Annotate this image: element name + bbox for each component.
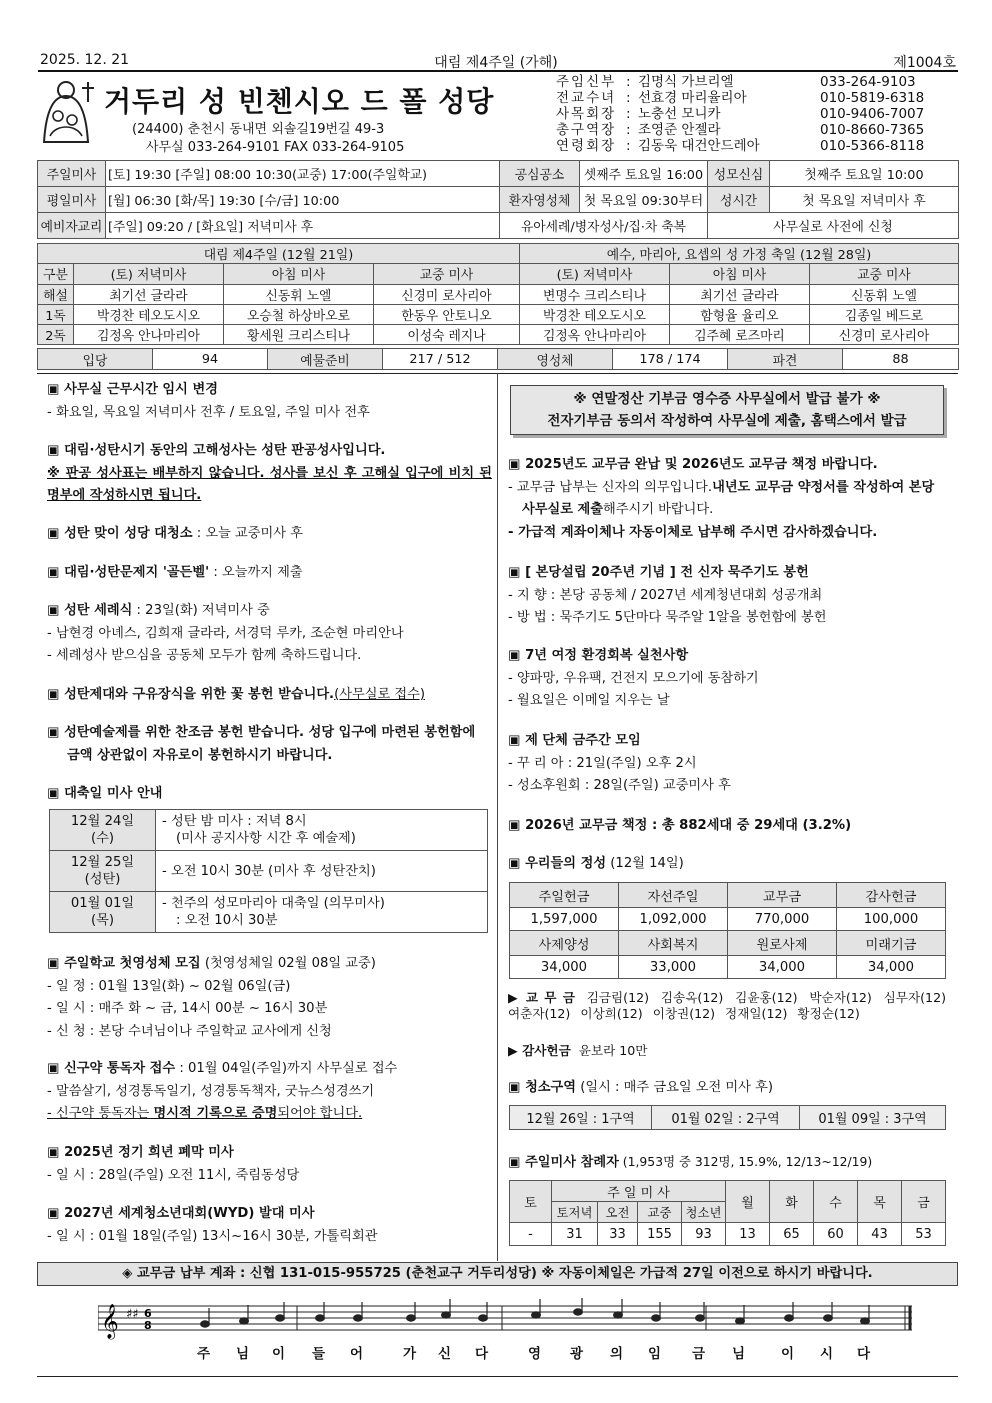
notice-confession [47,440,492,508]
table-cell: 한동우 안토니오 [374,304,520,324]
notice-cleaning-zones [508,1077,948,1100]
table-cell: 01월 02일 : 2구역 [652,1106,800,1130]
notice-line: 전자기부금 동의서 작성하여 사무실에 제출, 홈택스에서 발급 [547,413,907,429]
notice-flowers [47,684,492,707]
column-header: 미래기금 [837,931,946,956]
column-header: 사회복지 [619,931,728,956]
music-note-icon [276,1315,285,1321]
staff-role: 전교수녀 [556,90,617,106]
stat-label: 예물준비 [268,349,383,370]
column-header: 금 [902,1181,946,1223]
column-header: 토저녁 [552,1202,598,1223]
notice-title: ▣ 신구약 통독자 접수 : 01월 04일(주일)까지 사무실로 접수 [47,1061,398,1076]
notice-line: - 말씀살기, 성경통독일기, 성경통독책자, 굿뉴스성경쓰기 [47,1083,375,1099]
music-note-icon [201,1321,210,1327]
column-header: 월 [726,1181,770,1223]
notice-title: ▣ 성탄제대와 구유장식을 위한 꽃 봉헌 받습니다.(사무실로 접수) [47,687,425,702]
table-cell: 33,000 [619,956,728,979]
church-logo-icon [36,76,98,146]
schedule-label: 예비자교리 [38,213,106,239]
table-row [510,908,946,931]
stats-table [37,348,959,370]
table-cell: 53 [902,1223,946,1246]
notice-golden-bell [47,562,492,585]
table-cell: 100,000 [837,908,946,931]
staff-list [556,74,924,154]
table-row [50,851,488,892]
stat-value: 178 / 174 [613,349,728,370]
schedule-row [38,187,959,213]
column-header: 아침 미사 [224,264,374,284]
row-label: 1독 [38,304,74,324]
table-cell: 34,000 [837,956,946,979]
table-cell: 오승철 하상바오로 [224,304,374,324]
lyric-syllable: 광 [570,1346,584,1362]
liturgy-roles-table [37,243,959,345]
notice-art-festival [47,722,492,767]
liturgical-week: 대림 제4주일 (가해) [434,55,558,71]
table-cell: 변명수 크리스티나 [520,284,670,304]
lyric-syllable: 임 [648,1346,662,1362]
schedule-value: 첫 목요일 저녁미사 후 [770,187,959,213]
table-cell: 01월 09일 : 3구역 [800,1106,946,1130]
staff-row: 사목회장 : 노충선 모니카 010-9406-7007 [556,106,925,122]
table-cell: 김주혜 로즈마리 [670,325,810,345]
notice-title: ▣ 사무실 근무시간 임시 변경 [47,382,218,397]
staff-phone: 010-8660-7365 [820,122,925,138]
table-cell: 34,000 [728,956,837,979]
tax-receipt-notice-box [510,385,944,435]
notice-title: ▣ 2025년 정기 희년 폐막 미사 [47,1145,234,1160]
issue-date: 2025. 12. 21 [40,52,130,68]
notice-title: ▣ 대림·성탄시기 동안의 고해성사는 성탄 판공성사입니다. [47,443,386,458]
staff-phone: 010-5366-8118 [820,138,925,154]
church-name: 거두리 성 빈첸시오 드 폴 성당 [104,85,495,118]
staff-phone: 010-9406-7007 [820,106,925,122]
schedule-label: 주일미사 [38,161,106,187]
notice-line: - 지 향 : 본당 공동체 / 2027년 세계청년대회 성공개최 [508,587,823,603]
notice-title: ▣ 제 단체 금주간 모임 [508,733,641,748]
notice-wyd-mass [47,1203,492,1248]
lyric-syllable: 다 [475,1346,489,1362]
table-cell: 김정옥 안나마리아 [520,325,670,345]
offerings-table [509,882,946,979]
stat-value: 94 [153,349,268,370]
stat-value: 217 / 512 [383,349,498,370]
stats-row [38,349,959,370]
notice-first-communion [47,953,492,1043]
table-cell: 12월 26일 : 1구역 [510,1106,652,1130]
column-header: 아침 미사 [670,264,810,284]
music-note-icon [479,1315,488,1321]
staff-role: 주임신부 [556,74,617,90]
notice-title: ▣ 성탄 맞이 성당 대청소 : 오늘 교중미사 후 [47,526,303,541]
notice-title: ▣ 대축일 미사 안내 [47,786,163,801]
notice-line: - 화요일, 목요일 저녁미사 전후 / 토요일, 주일 미사 전후 [47,404,370,420]
table-cell: 155 [638,1223,682,1246]
notice-line: - 세례성사 받으심을 공동체 모두가 함께 축하드립니다. [47,648,362,663]
stat-value: 88 [843,349,959,370]
table-cell: 김정옥 안나마리아 [74,325,224,345]
notice-title: ▣ 2025년도 교무금 완납 및 2026년도 교무금 책정 바랍니다. [508,457,878,472]
table-cell: 최기선 글라라 [670,284,810,304]
notice-line: - 남현경 아녜스, 김희재 글라라, 서경덕 루카, 조순현 마리안나 [47,625,404,641]
office-phone: 사무실 033-264-9101 FAX 033-264-9105 [146,140,405,155]
table-row [38,304,959,324]
notice-offerings [508,853,948,876]
notice-line: - 꾸 리 아 : 21일(주일) 오후 2시 [508,755,697,771]
column-header: 토 [510,1181,552,1223]
notice-office-hours [47,379,492,424]
notice-jubilee-closing [47,1142,492,1187]
column-header: 감사헌금 [837,883,946,908]
table-cell: 1,092,000 [619,908,728,931]
lyric-syllable: 들 [312,1346,326,1362]
stat-label: 입당 [38,349,153,370]
column-header: 교중 미사 [810,264,959,284]
music-note-icon [407,1315,416,1321]
table-cell: 43 [858,1223,902,1246]
week-title: 대림 제4주일 (12월 21일) [38,244,520,264]
feast-detail: - 오전 10시 30분 (미사 후 성탄잔치) [156,851,488,892]
table-row [50,810,488,851]
schedule-label: 환자영성체 [500,187,580,213]
svg-text:8: 8 [144,1319,152,1332]
notice-dues [508,454,948,544]
table-header-row [510,1181,946,1202]
schedule-value: [월] 06:30 [화/목] 19:30 [수/금] 10:00 [106,187,500,213]
lyric-syllable: 주 [197,1346,211,1362]
notice-line: - 방 법 : 묵주기도 5단마다 묵주알 1알을 봉헌함에 봉헌 [508,610,827,625]
staff-phone: 010-5819-6318 [820,90,925,106]
column-header: 오전 [598,1202,638,1223]
schedule-label: 유아세례/병자성사/집·차 축복 [500,213,708,239]
staff-name: 조영준 안젤라 [638,122,721,138]
table-cell: 60 [814,1223,858,1246]
feast-date: 12월 25일 (성탄) [50,851,156,892]
column-header: 교무금 [728,883,837,908]
table-row [510,956,946,979]
music-note-icon [785,1315,794,1321]
lyric-syllable: 영 [528,1346,542,1362]
table-row [38,325,959,345]
lyric-syllable: 이 [781,1346,795,1362]
notice-cleaning [47,523,492,546]
notice-line: - 일 정 : 01월 13일(화) ~ 02월 06일(금) [47,978,291,994]
column-header: 목 [858,1181,902,1223]
table-cell: 신동휘 노엘 [224,284,374,304]
table-cell: 박경찬 테오도시오 [520,304,670,324]
notice-line: - 일 시 : 01월 18일(주일) 13시~16시 30분, 가톨릭회관 [47,1228,378,1244]
table-cell: 박경찬 테오도시오 [74,304,224,324]
lyric-syllable: 가 [403,1346,417,1362]
column-header: 주일헌금 [510,883,619,908]
lyric-syllable: 님 [732,1346,746,1362]
notice-title: ▣ 우리들의 정성 (12월 14일) [508,856,684,871]
notice-title: ▣ [ 본당설립 20주년 기념 ] 전 신자 묵주기도 봉헌 [508,565,809,580]
notice-line: - 일 시 : 매주 화 ~ 금, 14시 00분 ~ 16시 30분 [47,1001,328,1016]
liturgy-header-row [38,264,959,284]
treble-clef-icon: 𝄞 [101,1304,119,1339]
schedule-value: 셋째주 토요일 16:00 [580,161,708,187]
music-note-icon [614,1312,623,1318]
notice-title: ▣ 청소구역 (일시 : 매주 금요일 오전 미사 후) [508,1080,773,1095]
schedule-label: 공심공소 [500,161,580,187]
row-label: 해설 [38,284,74,304]
staff-row: 연령회장 : 김동욱 대건안드레아 010-5366-8118 [556,138,925,154]
notice-line: - 월요일은 이메일 지우는 날 [508,693,670,708]
feast-detail: - 천주의 성모마리아 대축일 (의무미사) : 오전 10시 30분 [156,892,488,933]
staff-role: 연령회장 [556,138,617,154]
music-note-icon [240,1318,249,1324]
notice-line: - 신구약 통독자는 명시적 기록으로 증명되어야 합니다. [47,1106,363,1121]
table-cell: 이성숙 레지나 [374,325,520,345]
notice-line: - 신 청 : 본당 수녀님이나 주일학교 교사에게 신청 [47,1023,332,1039]
column-header: 주 일 미 사 [552,1181,726,1202]
table-cell: 신경미 로사리아 [810,325,959,345]
music-note-icon [354,1315,363,1321]
table-cell: 함형율 율리오 [670,304,810,324]
table-cell: 13 [726,1223,770,1246]
schedule-row [38,161,959,187]
schedule-label: 평일미사 [38,187,106,213]
notice-title: ▣ 7년 여정 환경회복 실천사항 [508,648,689,663]
feast-detail: - 성탄 밤 미사 : 저녁 8시 (미사 공지사항 시간 후 예술제) [156,810,488,851]
table-cell: 65 [770,1223,814,1246]
table-cell: 34,000 [510,956,619,979]
table-header-row [510,883,946,908]
feast-date: 01월 01일 (목) [50,892,156,933]
column-header: (토) 저녁미사 [520,264,670,284]
notice-attendance [508,1151,948,1175]
staff-row: 전교수녀 : 선효경 마리율리아 010-5819-6318 [556,90,925,106]
table-row [510,1106,946,1130]
column-divider [497,373,498,1261]
music-note-icon [652,1315,661,1321]
church-address: (24400) 춘천시 동내면 외솔길19번길 49-3 [132,122,385,137]
lyric-syllable: 금 [692,1346,706,1362]
column-header: 수 [814,1181,858,1223]
table-cell: 최기선 글라라 [74,284,224,304]
schedule-row [38,213,959,239]
stat-label: 파견 [728,349,843,370]
lyric-syllable: 이 [272,1346,286,1362]
schedule-label: 성모신심 [708,161,770,187]
notice-title: ▣ 성탄예술제를 위한 찬조금 봉헌 받습니다. 성당 입구에 마련된 봉헌함에 금액 상관없이 자유로이 봉헌하시기 바랍니다. [47,725,476,763]
column-header: 화 [770,1181,814,1223]
lyric-syllable: 의 [610,1346,624,1362]
hymn-lyrics [98,1342,914,1362]
notice-title: ▣ 대림·성탄문제지 '골든벨' : 오늘까지 제출 [47,565,303,580]
column-header: 구분 [38,264,74,284]
music-note-icon [442,1312,451,1318]
staff-role: 사목회장 [556,106,617,122]
column-header: 교중 미사 [374,264,520,284]
notice-line: ※ 연말정산 기부금 영수증 사무실에서 발급 불가 ※ [573,391,881,407]
notice-title: ▣ 2027년 세계청소년대회(WYD) 발대 미사 [47,1206,315,1221]
notice-bible-reading [47,1058,492,1126]
issue-number: 제1004호 [893,55,956,71]
feast-mass-table [49,809,488,933]
svg-text:6: 6 [144,1307,152,1320]
lyric-syllable: 님 [236,1346,250,1362]
donor-list: ▶ 교 무 금 김금림(12) 김송옥(12) 김윤홍(12) 박순자(12) 심무자(12) 여춘자(12) 이상희(12) 이창권(12) 정재일(12) 황정순(12) [508,990,946,1021]
payment-account-bar: ◈ 교무금 납부 계좌 : 신협 131-015-955725 (춘천교구 거두리성당) ※ 자동이체일은 가급적 27일 이전으로 하시기 바랍니다. [37,1262,958,1286]
music-note-icon [532,1312,541,1318]
row-label: 2독 [38,325,74,345]
table-cell: - [510,1223,552,1246]
feast-date: 12월 24일 (수) [50,810,156,851]
notice-line: - 일 시 : 28일(주일) 오전 11시, 죽림동성당 [47,1167,300,1183]
music-staff [98,1298,914,1344]
staff-name: 김동욱 대건안드레아 [638,138,760,154]
notice-feast-masses [47,783,492,806]
column-header: 원로사제 [728,931,837,956]
column-header: 청소년 [682,1202,726,1223]
stat-label: 영성체 [498,349,613,370]
music-note-icon [574,1309,583,1315]
notice-line: - 교무금 납부는 신자의 의무입니다.내년도 교무금 약정서를 작성하여 본당 사무실로 제출해주시기 바랍니다. [508,479,935,517]
music-note-icon [316,1315,325,1321]
liturgy-week-row [38,244,959,264]
lyric-syllable: 신 [438,1346,452,1362]
staff-name: 노충선 모니카 [638,106,721,122]
table-cell: 신동휘 노엘 [810,284,959,304]
notice-title: ▣ 성탄 세례식 : 23일(화) 저녁미사 중 [47,603,270,618]
mass-schedule-table [37,160,959,239]
schedule-value: 첫 목요일 09:30부터 [580,187,708,213]
svg-text:♯♯: ♯♯ [126,1307,139,1322]
lyric-syllable: 시 [820,1346,834,1362]
table-cell: 31 [552,1223,598,1246]
music-note-icon [696,1315,705,1321]
staff-phone: 033-264-9103 [820,74,916,90]
notice-dues-status [508,815,948,838]
music-note-icon [861,1318,870,1324]
column-header: (토) 저녁미사 [74,264,224,284]
attendance-table [509,1180,946,1246]
staff-row: 총구역장 : 조영준 안젤라 010-8660-7365 [556,122,925,138]
week-title: 예수, 마리아, 요셉의 성 가정 축일 (12월 28일) [520,244,959,264]
column-header: 자선주일 [619,883,728,908]
schedule-value: [토] 19:30 [주일] 08:00 10:30(교중) 17:00(주일학교) [106,161,500,187]
lyric-syllable: 다 [857,1346,871,1362]
table-header-row [510,931,946,956]
notice-line: - 성소후원회 : 28일(주일) 교중미사 후 [508,778,731,793]
schedule-value: 사무실로 사전에 신청 [708,213,959,239]
notice-environment [508,645,948,713]
notice-line: ※ 판공 성사표는 배부하지 않습니다. 성사를 보신 후 고해실 입구에 비치 된 명부에 작성하시면 됩니다. [47,465,492,503]
notice-rosary [508,562,948,630]
music-note-icon [824,1315,833,1321]
staff-role: 총구역장 [556,122,617,138]
music-note-icon [736,1318,745,1324]
notice-title: ▣ 주일미사 참례자 (1,953명 중 312명, 15.9%, 12/13~12/19) [508,1154,873,1170]
table-cell: 황세원 크리스티나 [224,325,374,345]
staff-row: 주임신부 : 김명식 가브리엘 033-264-9103 [556,74,916,90]
cleaning-table [509,1105,946,1130]
notice-line: - 가급적 계좌이체나 자동이체로 납부해 주시면 감사하겠습니다. [508,524,878,540]
notice-title: ▣ 주일학교 첫영성체 모집 (첫영성체일 02월 08일 교중) [47,956,376,971]
schedule-value: 첫째주 토요일 10:00 [770,161,959,187]
table-row [38,284,959,304]
table-cell: 33 [598,1223,638,1246]
notice-baptism [47,600,492,668]
table-cell: 770,000 [728,908,837,931]
schedule-label: 성시간 [708,187,770,213]
lyric-syllable: 어 [350,1346,364,1362]
table-cell: 김종일 베드로 [810,304,959,324]
staff-name: 김명식 가브리엘 [638,74,734,90]
table-cell: 신경미 로사리아 [374,284,520,304]
table-row [50,892,488,933]
table-cell: 1,597,000 [510,908,619,931]
notice-group-meetings [508,730,948,798]
notice-title: ▣ 2026년 교무금 책정 : 총 882세대 중 29세대 (3.2%) [508,818,852,833]
thanks-offering: ▶ 감사헌금 윤보라 10만 [508,1043,648,1058]
schedule-value: [주일] 09:20 / [화요일] 저녁미사 후 [106,213,500,239]
table-cell: 93 [682,1223,726,1246]
table-row [510,1223,946,1246]
staff-name: 선효경 마리율리아 [638,90,747,106]
column-header: 교중 [638,1202,682,1223]
notice-line: - 양파망, 우유팩, 건전지 모으기에 동참하기 [508,670,759,686]
column-header: 사제양성 [510,931,619,956]
